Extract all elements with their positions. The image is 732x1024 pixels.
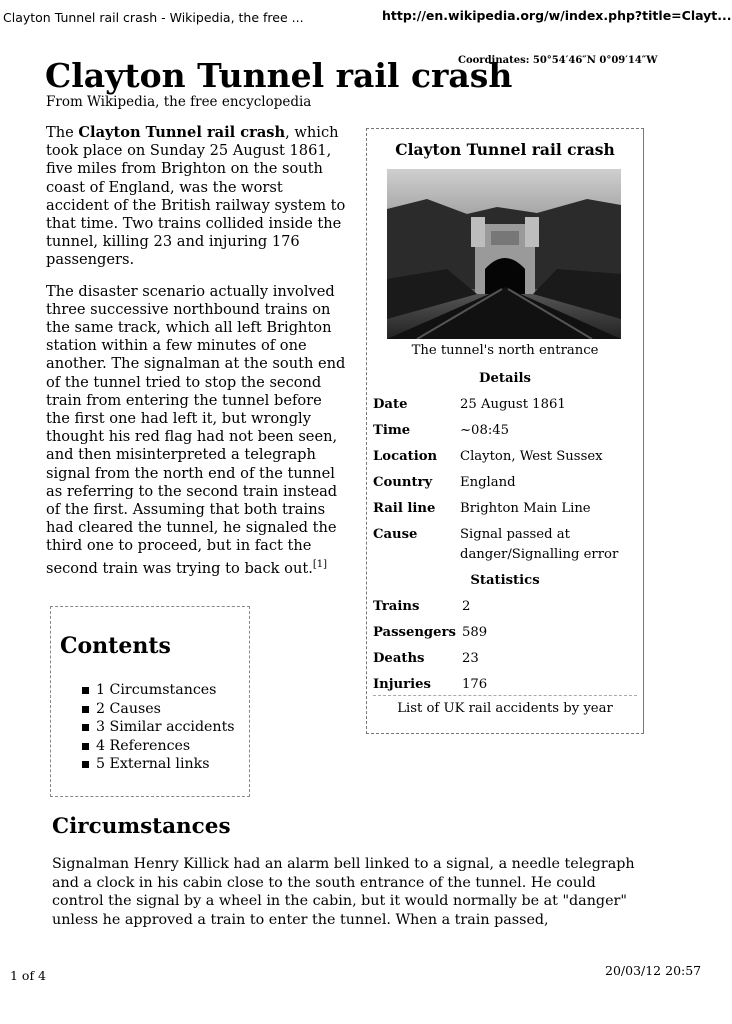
table-of-contents xyxy=(50,606,250,797)
detail-key: Rail line xyxy=(373,501,436,516)
toc-item-references[interactable]: 4 References xyxy=(81,737,235,756)
toc-item-external-links[interactable]: 5 External links xyxy=(81,755,235,774)
details-heading: Details xyxy=(479,371,531,386)
toc-item-circumstances[interactable]: 1 Circumstances xyxy=(81,681,235,700)
page-title: Clayton Tunnel rail crash xyxy=(45,56,513,95)
detail-value: ~08:45 xyxy=(460,423,510,438)
statistics-heading: Statistics xyxy=(470,573,540,588)
coordinates[interactable]: Coordinates: 50°54′46″N 0°09′14″W xyxy=(458,55,658,66)
detail-key: Location xyxy=(373,449,438,464)
infobox xyxy=(366,128,644,734)
scenario-paragraph: The disaster scenario actually involved three successive northbound trains on the same track, which all left Brighton station within a few minutes of one another. The signalman at the south end of the tunnel tried to stop the second train from entering the tunnel before the first one had left it, but wrongly thought his red flag had not been seen, and then misinterpreted a telegraph signal from the north end of the tunnel as referring to the second train instead of the first. Assuming that both trains had cleared the tunnel, he signaled the third one to proceed, but in fact the second train was trying to back out.[1] xyxy=(46,282,346,577)
photo-caption: The tunnel's north entrance xyxy=(411,343,599,358)
tunnel-photo[interactable] xyxy=(387,169,621,339)
print-datetime: 20/03/12 20:57 xyxy=(605,963,702,978)
reference-link[interactable]: [1] xyxy=(312,558,328,570)
stat-key: Injuries xyxy=(373,677,431,692)
circumstances-paragraph: Signalman Henry Killick had an alarm bell linked to a signal, a needle telegraph and a clock in his cabin close to the south entrance of the tunnel. He could control the signal by a wheel in the cabin, but it would normally be at "danger" unless he approved a train to enter the tunnel. When a train passed, xyxy=(52,856,635,928)
tagline: From Wikipedia, the free encyclopedia xyxy=(46,94,312,110)
rail-accidents-link[interactable]: List of UK rail accidents by year xyxy=(373,695,637,716)
page-number: 1 of 4 xyxy=(10,968,47,983)
stat-key: Passengers xyxy=(373,625,456,640)
tunnel-photo-image xyxy=(387,169,621,339)
print-header-title: Clayton Tunnel rail crash - Wikipedia, the free ... xyxy=(3,10,304,25)
stat-key: Trains xyxy=(373,599,420,614)
detail-value: 25 August 1861 xyxy=(460,397,566,412)
intro-paragraph: The Clayton Tunnel rail crash, which took place on Sunday 25 August 1861, five miles from Brighton on the south coast of England, was the worst accident of the British railway system to that time. Two trains collided inside the tunnel, killing 23 and injuring 176 passengers. xyxy=(46,124,346,269)
detail-value-link[interactable]: England xyxy=(460,475,516,490)
infobox-title: Clayton Tunnel rail crash xyxy=(395,140,615,159)
toc-item-similar-accidents[interactable]: 3 Similar accidents xyxy=(81,718,235,737)
stat-key: Deaths xyxy=(373,651,425,666)
detail-key: Cause xyxy=(373,527,418,542)
section-heading-circumstances: Circumstances xyxy=(52,814,231,839)
stat-value: 176 xyxy=(462,677,488,692)
detail-value-link[interactable]: Clayton, West Sussex xyxy=(460,449,603,464)
stat-value: 589 xyxy=(462,625,488,640)
detail-value: Signal passed at danger/Signalling error xyxy=(460,527,619,562)
article-intro xyxy=(46,124,348,591)
stat-value: 2 xyxy=(462,599,471,614)
detail-key: Time xyxy=(373,423,411,438)
print-header-url[interactable]: http://en.wikipedia.org/w/index.php?title=Clayt... xyxy=(382,8,732,23)
detail-key: Country xyxy=(373,475,433,490)
detail-value-link[interactable]: Brighton Main Line xyxy=(460,501,591,516)
toc-item-causes[interactable]: 2 Causes xyxy=(81,700,235,719)
toc-list xyxy=(81,681,235,774)
intro-bold-title: Clayton Tunnel rail crash xyxy=(78,124,286,141)
toc-title: Contents xyxy=(60,633,171,659)
detail-key: Date xyxy=(373,397,408,412)
stat-value: 23 xyxy=(462,651,479,666)
